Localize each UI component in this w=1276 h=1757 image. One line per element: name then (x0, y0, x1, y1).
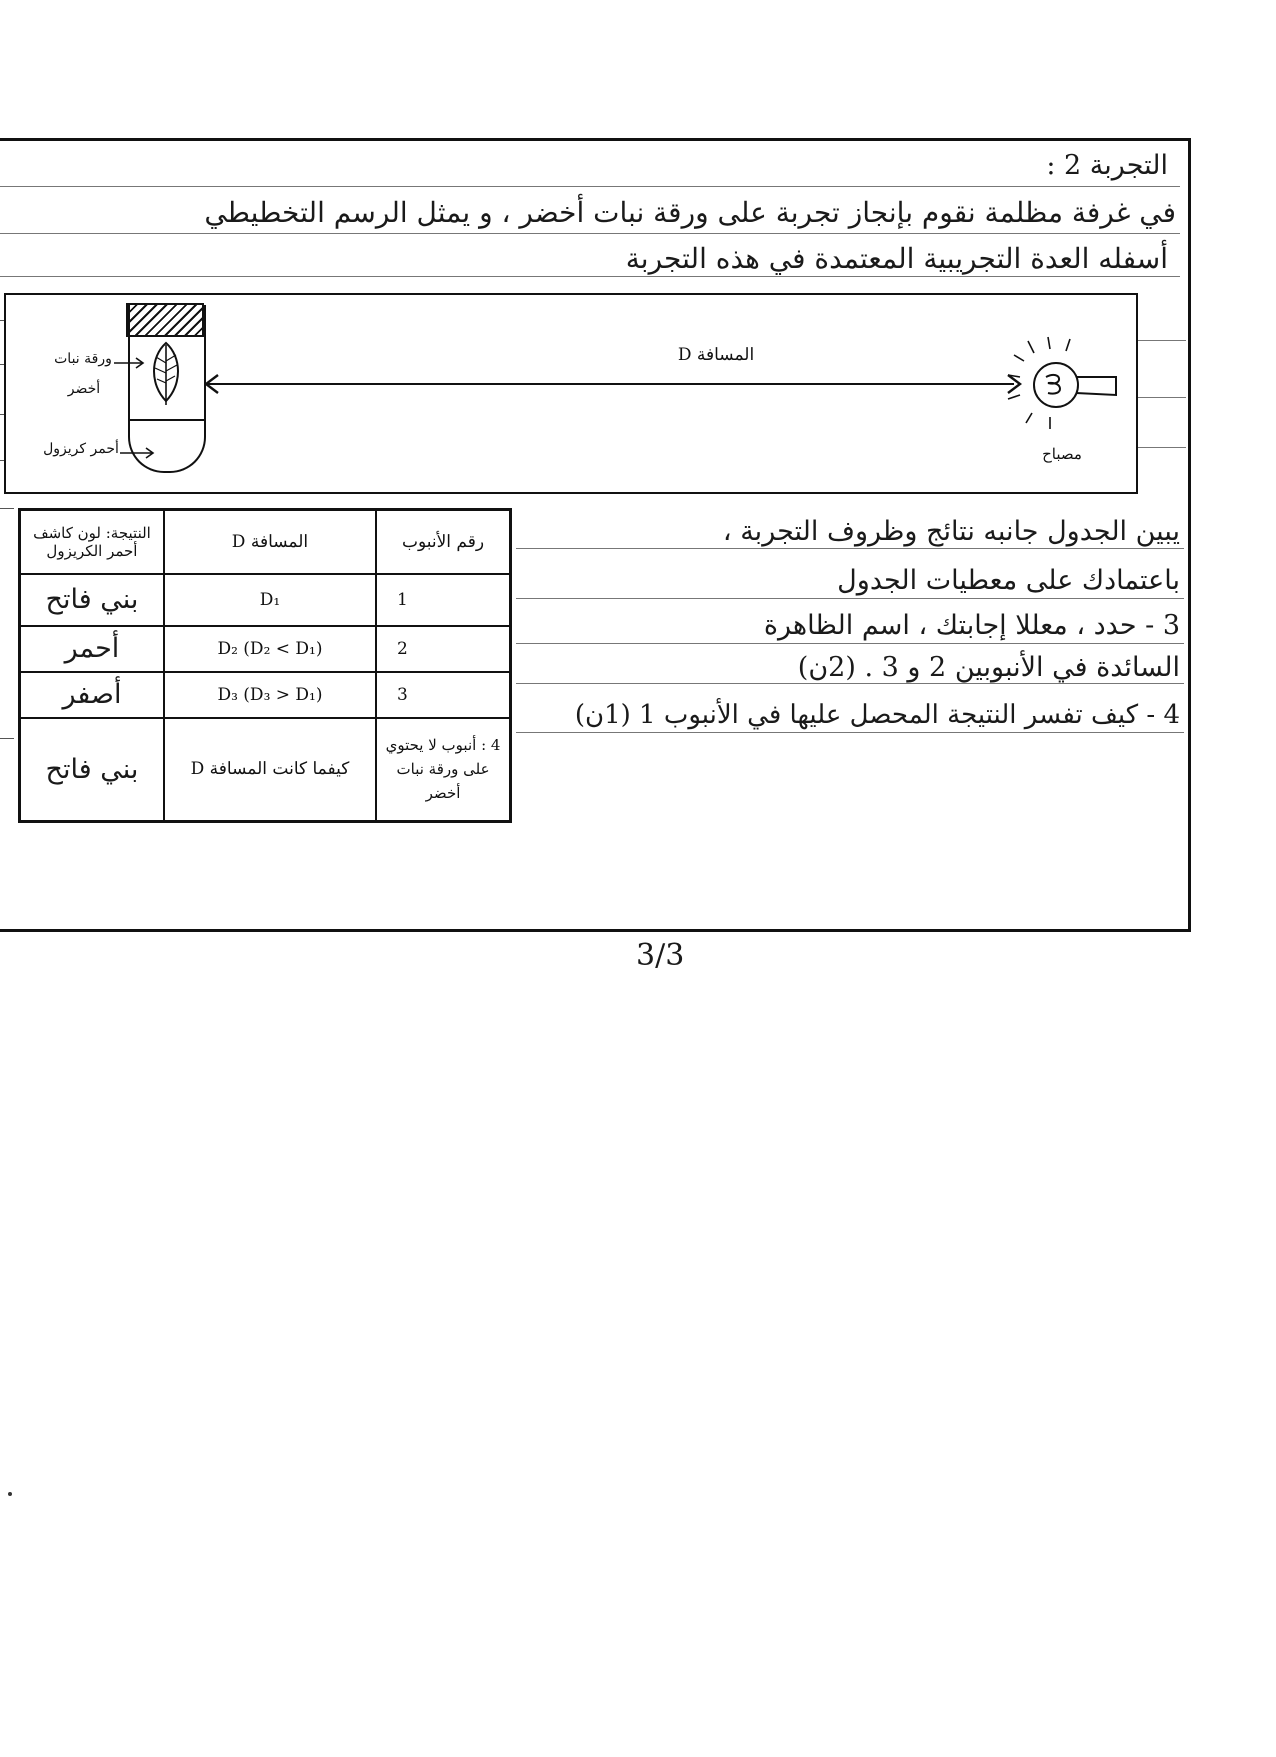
question-3-line-2: السائدة في الأنبوبين 2 و 3 . (2ن) (797, 652, 1180, 683)
tube-number-cell: 3 (376, 672, 510, 718)
header-distance: المسافة D (164, 510, 376, 574)
distance-cell: D₂ (D₂ < D₁) (164, 626, 376, 672)
table-row (20, 626, 511, 672)
distance-cell: كيفما كانت المسافة D (164, 718, 376, 822)
result-cell: بني فاتح (20, 574, 164, 626)
distance-label: المسافة D (677, 345, 755, 365)
lamp-icon (1004, 331, 1122, 435)
leaf-icon (146, 341, 186, 407)
exercise-intro-line-1: في غرفة مظلمة نقوم بإنجاز تجربة على ورقة نبات أخضر ، و يمثل الرسم التخطيطي (204, 196, 1176, 229)
distance-cell: D₁ (164, 574, 376, 626)
table-row (20, 574, 511, 626)
question-4: 4 - كيف تفسر النتيجة المحصل عليها في الأنبوب 1 (1ن) (574, 700, 1180, 730)
header-result: النتيجة: لون كاشف أحمر الكريزول (20, 510, 164, 574)
table-header-row (20, 510, 511, 574)
indicator-label: أحمر كريزول (43, 441, 119, 457)
experiment-diagram (4, 293, 1138, 494)
question-intro-line-1: يبين الجدول جانبه نتائج وظروف التجربة ، (722, 516, 1180, 547)
indicator-pointer-arrow (118, 447, 156, 459)
results-table (18, 508, 512, 823)
result-cell: أحمر (20, 626, 164, 672)
result-cell: أصفر (20, 672, 164, 718)
leaf-pointer-arrow (112, 357, 146, 369)
question-intro-line-2: باعتمادك على معطيات الجدول (837, 565, 1180, 596)
page-number: 3/3 (636, 938, 685, 973)
table-row (20, 672, 511, 718)
leaf-label-2: أخضر (67, 381, 101, 397)
result-cell: بني فاتح (20, 718, 164, 822)
table-row (20, 718, 511, 822)
exercise-intro-line-2: أسفله العدة التجريبية المعتمدة في هذه التجربة (625, 242, 1168, 275)
scan-dot (8, 1492, 12, 1496)
leaf-label: ورقة نبات (54, 351, 112, 367)
distance-cell: D₃ (D₃ > D₁) (164, 672, 376, 718)
lamp-label: مصباح (1042, 445, 1082, 463)
indicator-level (130, 419, 204, 422)
exercise-title: التجربة 2 : (1046, 150, 1168, 181)
tube-number-cell: 4 : أنبوب لا يحتوي على ورقة نبات أخضر (376, 718, 510, 822)
tube-number-cell: 1 (376, 574, 510, 626)
distance-arrowheads (202, 373, 1024, 395)
question-3-line-1: 3 - حدد ، معللا إجابتك ، اسم الظاهرة (763, 610, 1180, 641)
tube-number-cell: 2 (376, 626, 510, 672)
header-tube-number: رقم الأنبوب (376, 510, 510, 574)
